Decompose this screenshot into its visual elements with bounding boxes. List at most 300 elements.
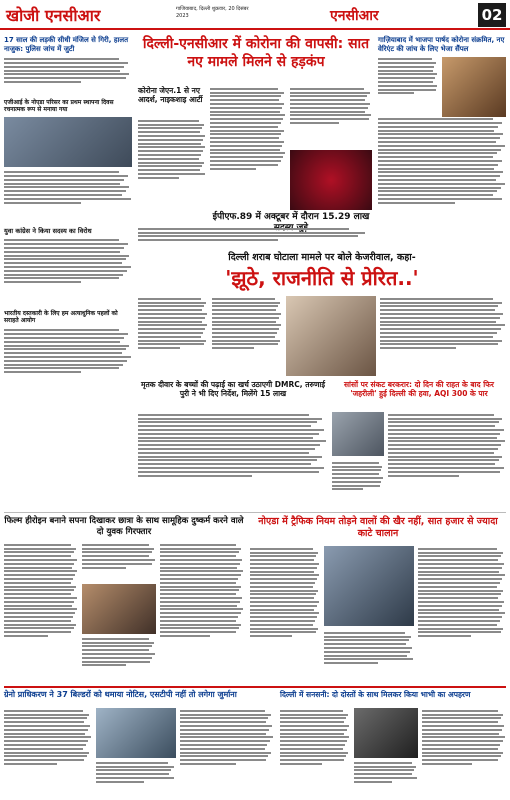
lead-story (138, 36, 374, 82)
text-line (4, 329, 119, 331)
text-line (160, 620, 236, 622)
text-line (354, 777, 417, 779)
text-line (418, 582, 500, 584)
text-line (212, 340, 280, 342)
text-line (4, 616, 73, 618)
text-line (378, 62, 436, 64)
headline: मृतक दीवार के बच्चों की पढ़ाई का खर्च उठाएगी DMRC, तरुणाई पुरी ने भी दिए निर्देश, मिलेंगे 15 लाख (140, 380, 326, 399)
text-line (380, 328, 501, 330)
text-line (4, 548, 76, 550)
text-line (212, 317, 279, 319)
text-line (378, 133, 503, 135)
text-line (4, 759, 84, 761)
text-line (250, 628, 318, 630)
text-line (378, 179, 496, 181)
article-body (96, 760, 176, 796)
text-line (250, 563, 319, 565)
text-line (388, 459, 499, 461)
text-line (422, 755, 501, 757)
text-line (4, 612, 75, 614)
text-line (138, 232, 365, 234)
text-line (138, 309, 202, 311)
text-line (422, 759, 498, 761)
text-line (250, 612, 319, 614)
text-line (160, 551, 239, 553)
text-line (378, 183, 505, 185)
text-line (4, 559, 77, 561)
text-line (96, 777, 174, 779)
text-line (4, 710, 83, 712)
text-line (378, 187, 501, 189)
text-line (380, 302, 502, 304)
brand-logo: खोजी एनसीआर (6, 6, 101, 25)
text-line (210, 111, 280, 113)
text-line (354, 781, 392, 783)
text-line (160, 608, 243, 610)
text-line (378, 198, 502, 200)
text-line (138, 332, 203, 334)
building-photo (96, 708, 176, 758)
text-line (82, 649, 149, 651)
text-line (280, 721, 344, 723)
article-body (418, 546, 506, 682)
text-line (138, 440, 326, 442)
article-body (4, 542, 78, 682)
text-line (378, 149, 501, 151)
text-line (422, 733, 499, 735)
text-line (4, 714, 89, 716)
text-line (82, 664, 126, 666)
lower-right-story (250, 516, 506, 540)
text-line (388, 440, 505, 442)
text-line (96, 773, 169, 775)
text-line (82, 657, 152, 659)
text-line (388, 421, 499, 423)
text-line (324, 658, 413, 660)
text-line (138, 336, 201, 338)
headline: भारतीय दस्तकारी के लिए हम अत्याधुनिक पहलों को सराहते आयोग (4, 309, 118, 325)
text-line (380, 321, 496, 323)
text-line (4, 356, 131, 358)
quote-headline: 'झूठे, राजनीति से प्रेरित..' (225, 265, 419, 290)
accused-photo (82, 584, 156, 634)
text-line (388, 444, 501, 446)
text-line (418, 616, 502, 618)
article-body (212, 296, 282, 376)
text-line (4, 266, 131, 268)
text-line (4, 270, 127, 272)
text-line (378, 190, 497, 192)
text-line (324, 655, 407, 657)
text-line (4, 740, 88, 742)
text-line (210, 88, 278, 90)
text-line (290, 103, 370, 105)
text-line (422, 763, 472, 765)
text-line (138, 131, 200, 133)
text-line (332, 473, 379, 475)
text-line (4, 605, 72, 607)
article-body (332, 460, 384, 508)
text-line (378, 171, 503, 173)
text-line (82, 567, 126, 569)
article-body (324, 630, 414, 682)
text-line (290, 95, 367, 97)
kejriwal-photo (286, 296, 376, 376)
text-line (4, 582, 71, 584)
text-line (324, 662, 378, 664)
text-line (4, 729, 88, 731)
text-line (160, 605, 237, 607)
text-line (418, 631, 501, 633)
text-line (160, 612, 241, 614)
text-line (4, 725, 90, 727)
article-body (4, 708, 92, 796)
text-line (138, 135, 205, 137)
text-line (324, 639, 409, 641)
text-line (212, 328, 279, 330)
text-line (280, 744, 345, 746)
text-line (160, 574, 241, 576)
text-line (138, 124, 204, 126)
text-line (388, 437, 497, 439)
text-line (4, 721, 84, 723)
text-line (138, 437, 313, 439)
text-line (332, 485, 380, 487)
text-line (138, 343, 204, 345)
text-line (388, 452, 494, 454)
text-line (378, 85, 437, 87)
text-line (422, 752, 503, 754)
bottom-right-story (280, 690, 506, 699)
text-line (4, 563, 74, 565)
text-line (422, 717, 501, 719)
text-line (280, 714, 348, 716)
text-line (212, 347, 254, 349)
text-line (138, 305, 204, 307)
text-line (160, 589, 239, 591)
text-line (250, 631, 316, 633)
text-line (332, 481, 381, 483)
text-line (250, 620, 315, 622)
text-line (138, 177, 179, 179)
text-line (418, 620, 500, 622)
text-line (418, 635, 471, 637)
text-line (138, 444, 320, 446)
text-line (354, 762, 412, 764)
article-body (210, 86, 286, 210)
text-line (4, 744, 86, 746)
text-line (82, 563, 152, 565)
text-line (138, 302, 206, 304)
text-line (332, 488, 363, 490)
text-line (4, 202, 81, 204)
text-line (280, 755, 346, 757)
text-line (378, 89, 436, 91)
text-line (250, 574, 319, 576)
text-line (4, 371, 81, 373)
article-body (82, 636, 156, 682)
text-line (4, 593, 71, 595)
text-line (380, 336, 493, 338)
text-line (138, 146, 205, 148)
text-line (378, 194, 493, 196)
text-line (4, 367, 119, 369)
text-line (380, 313, 503, 315)
text-line (210, 126, 278, 128)
article-body (160, 542, 244, 682)
text-line (96, 769, 171, 771)
text-line (138, 452, 309, 454)
text-line (138, 321, 202, 323)
text-line (180, 717, 268, 719)
text-line (378, 141, 496, 143)
text-line (138, 120, 199, 122)
text-line (210, 141, 284, 143)
article-body (4, 238, 132, 308)
text-line (332, 466, 382, 468)
lead-headline: दिल्ली-एनसीआर में कोरोना की वापसी: सात नए मामले मिलने से हड़कंप (142, 36, 370, 70)
text-line (418, 605, 502, 607)
text-line (210, 122, 281, 124)
article-body (290, 86, 372, 146)
text-line (4, 717, 87, 719)
headline: युवा कांग्रेस ने किया सदस्य का विरोध (4, 226, 92, 235)
text-line (4, 589, 74, 591)
section-title: एनसीआर (330, 8, 379, 24)
text-line (160, 544, 236, 546)
text-line (418, 548, 497, 550)
text-line (250, 601, 319, 603)
text-line (418, 555, 501, 557)
text-line (4, 62, 128, 64)
text-line (138, 324, 207, 326)
text-line (212, 343, 278, 345)
text-line (280, 763, 322, 765)
councillor-photo (442, 57, 506, 117)
text-line (4, 77, 126, 79)
text-line (138, 471, 319, 473)
text-line (138, 456, 322, 458)
headline: ग्रेनो प्राधिकरण ने 37 बिल्डरों को थमाया नोटिस, एसटीपी नहीं तो लगेगा जुर्माना (4, 690, 237, 699)
text-line (4, 597, 77, 599)
text-line (138, 418, 322, 420)
text-line (290, 107, 368, 109)
left-top-story (4, 36, 132, 398)
text-line (378, 126, 498, 128)
text-line (138, 127, 202, 129)
text-line (250, 593, 316, 595)
text-line (378, 70, 433, 72)
text-line (210, 107, 282, 109)
text-line (210, 103, 284, 105)
headline: सांसों पर संकट बरकरार: दो दिन की राहत के बाद फिर 'जहरीली' हुई दिल्ली की हवा, AQI 300 के पार (343, 380, 494, 399)
right-top-story (378, 36, 506, 247)
text-line (250, 578, 317, 580)
text-line (4, 190, 126, 192)
text-line (138, 298, 201, 300)
text-line (418, 567, 502, 569)
text-line (4, 255, 129, 257)
text-line (180, 759, 266, 761)
text-line (280, 748, 343, 750)
article-body (280, 708, 350, 796)
text-line (4, 364, 123, 366)
divider (4, 686, 506, 688)
text-line (160, 635, 210, 637)
text-line (82, 551, 152, 553)
text-line (4, 631, 71, 633)
text-line (138, 162, 204, 164)
text-line (354, 773, 412, 775)
text-line (82, 645, 152, 647)
text-line (324, 643, 406, 645)
text-line (418, 612, 505, 614)
text-line (380, 317, 500, 319)
text-line (96, 762, 168, 764)
text-line (290, 99, 365, 101)
text-line (4, 66, 124, 68)
text-line (160, 597, 242, 599)
text-line (378, 81, 433, 83)
text-line (378, 118, 493, 120)
text-line (378, 66, 434, 68)
text-line (280, 729, 347, 731)
text-line (210, 156, 283, 158)
text-line (138, 154, 201, 156)
text-line (250, 586, 313, 588)
text-line (4, 348, 126, 350)
text-line (4, 70, 120, 72)
text-line (4, 58, 119, 60)
text-line (378, 122, 502, 124)
text-line (380, 332, 497, 334)
text-line (378, 156, 493, 158)
text-line (380, 340, 502, 342)
text-line (210, 118, 283, 120)
text-line (160, 555, 236, 557)
text-line (138, 467, 324, 469)
text-line (378, 175, 500, 177)
article-body (354, 760, 418, 796)
text-line (378, 92, 414, 94)
text-line (418, 559, 498, 561)
text-line (4, 73, 129, 75)
crime-photo (354, 708, 418, 758)
page-number: 02 (478, 3, 506, 27)
text-line (4, 262, 122, 264)
text-line (138, 158, 199, 160)
text-line (4, 251, 120, 253)
text-line (160, 593, 236, 595)
text-line (4, 608, 77, 610)
text-line (212, 321, 276, 323)
text-line (250, 571, 314, 573)
text-line (212, 313, 281, 315)
text-line (418, 628, 503, 630)
text-line (324, 651, 410, 653)
text-line (280, 736, 349, 738)
text-line (138, 143, 201, 145)
text-line (4, 179, 124, 181)
text-line (96, 766, 174, 768)
text-line (422, 740, 503, 742)
text-line (378, 145, 505, 147)
text-line (138, 433, 319, 435)
text-line (212, 302, 280, 304)
text-line (96, 781, 144, 783)
text-line (388, 414, 494, 416)
article-body (4, 328, 132, 398)
text-line (422, 714, 503, 716)
text-line (180, 736, 273, 738)
text-line (160, 578, 238, 580)
text-line (332, 462, 379, 464)
text-line (4, 736, 91, 738)
text-line (378, 160, 502, 162)
text-line (82, 653, 155, 655)
text-line (138, 165, 202, 167)
text-line (4, 175, 128, 177)
text-line (4, 247, 124, 249)
text-line (422, 729, 502, 731)
aqi-story (332, 380, 506, 399)
text-line (388, 448, 498, 450)
text-line (418, 597, 498, 599)
text-line (378, 202, 455, 204)
text-line (280, 717, 346, 719)
text-line (82, 661, 150, 663)
text-line (418, 574, 505, 576)
text-line (4, 555, 71, 557)
divider (4, 512, 506, 513)
text-line (82, 638, 149, 640)
text-line (82, 642, 154, 644)
text-line (280, 759, 344, 761)
text-line (290, 111, 365, 113)
text-line (422, 710, 498, 712)
text-line (4, 748, 83, 750)
text-line (4, 341, 120, 343)
text-line (160, 616, 238, 618)
text-line (138, 313, 207, 315)
text-line (280, 733, 344, 735)
text-line (4, 574, 75, 576)
text-line (180, 733, 266, 735)
text-line (180, 744, 267, 746)
text-line (210, 145, 282, 147)
text-line (210, 133, 281, 135)
text-line (280, 740, 347, 742)
text-line (388, 433, 500, 435)
headline: गाज़ियाबाद में भाजपा पार्षद कोरोना संक्रमित, नए वेरिएंट की जांच के लिए भेजा सैंपल (378, 36, 505, 53)
text-line (418, 593, 501, 595)
text-line (212, 298, 275, 300)
text-line (4, 281, 81, 283)
text-line (418, 609, 499, 611)
text-line (138, 475, 252, 477)
text-line (290, 92, 370, 94)
text-line (250, 555, 316, 557)
text-line (280, 752, 348, 754)
text-line (4, 258, 126, 260)
text-line (290, 122, 339, 124)
headline: 17 साल की लड़की सीधी मंजिल से गिरी, हालत नाजुक: पुलिस जांच में जुटी (4, 36, 129, 53)
text-line (378, 168, 494, 170)
text-line (4, 345, 129, 347)
text-line (138, 139, 203, 141)
text-line (4, 627, 74, 629)
text-line (422, 744, 500, 746)
